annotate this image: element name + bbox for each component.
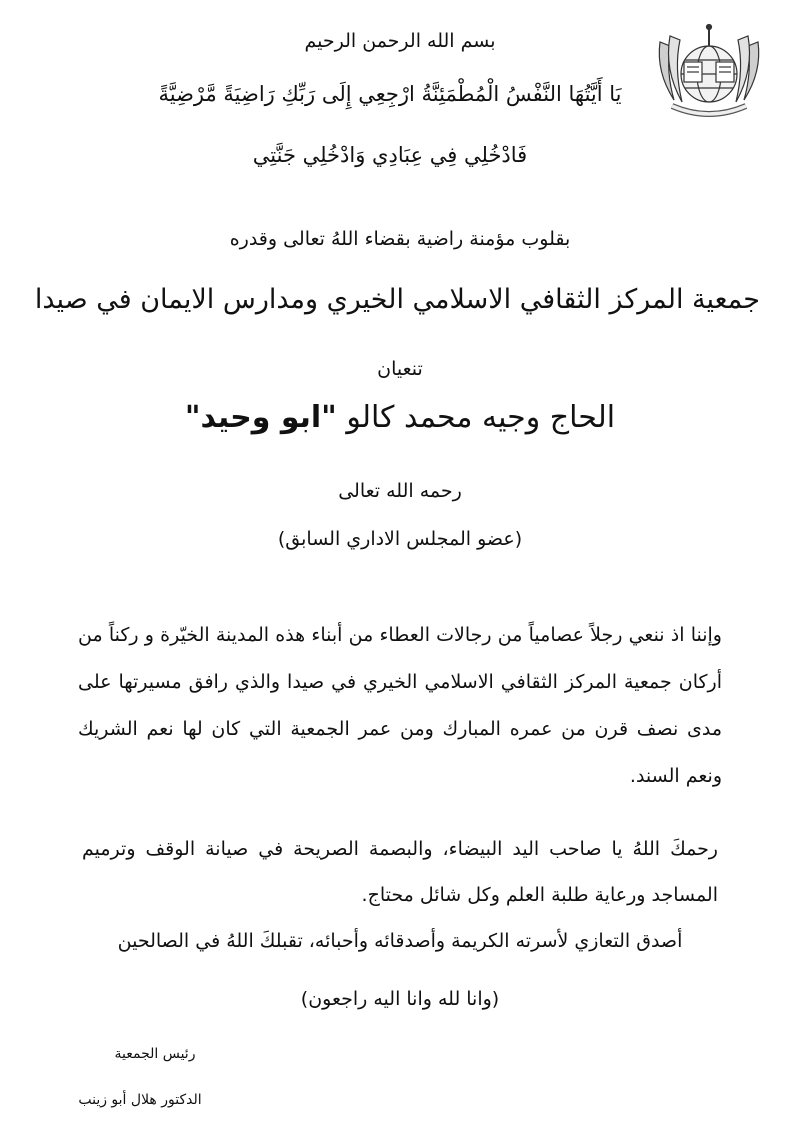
tribute-paragraph: وإننا اذ ننعي رجلاً عصامياً من رجالات العطاء من أبناء هذه المدينة الخيّرة و ركناً من أركان جمعية المركز الثقافي الاسلامي الخيري في صيدا والذي رافق مسيرتها على مدى نصف قرن من عمره المبارك ومن عمر الجمعية التي كان لها نعم الشريك ونعم السند.	[78, 624, 722, 787]
organization-name: جمعية المركز الثقافي الاسلامي الخيري ومدارس الايمان في صيدا	[34, 284, 760, 315]
basmala: بسم الله الرحمن الرحيم	[304, 30, 496, 52]
mercy-paragraph: رحمكَ اللهُ يا صاحب اليد البيضاء، والبصمة الصريحة في صيانة الوقف وترميم المساجد ورعاية طلبة العلم وكل شائل محتاج.	[82, 838, 718, 906]
deceased-role: (عضو المجلس الاداري السابق)	[277, 528, 523, 550]
deceased-name: الحاج وجيه محمد كالو	[346, 400, 616, 435]
association-emblem-icon	[650, 22, 768, 122]
quran-verse-line-1: يَا أَيَّتُهَا النَّفْسُ الْمُطْمَئِنَّةُ ارْجِعِي إِلَى رَبِّكِ رَاضِيَةً مَّرْضِيَّةً	[158, 82, 622, 106]
mourns-label: تنعيان	[377, 358, 423, 380]
condolence-line: أصدق التعازي لأسرته الكريمة وأصدقائه وأحبائه، تقبلكَ اللهُ في الصالحين	[117, 930, 683, 952]
deceased-name-line	[40, 400, 760, 435]
deceased-nickname: "ابو وحيد"	[184, 400, 337, 435]
closing-line: (وانا لله وانا اليه راجعون)	[300, 988, 500, 1010]
mercy-line: رحمه الله تعالى	[338, 480, 462, 502]
signature-name: الدكتور هلال أبو زينب	[78, 1092, 202, 1108]
signature-title: رئيس الجمعية	[114, 1046, 196, 1062]
quran-verse-line-2: فَادْخُلِي فِي عِبَادِي وَادْخُلِي جَنَّتِي	[252, 143, 528, 167]
intro-line: بقلوب مؤمنة راضية بقضاء اللهُ تعالى وقدره	[229, 228, 571, 250]
